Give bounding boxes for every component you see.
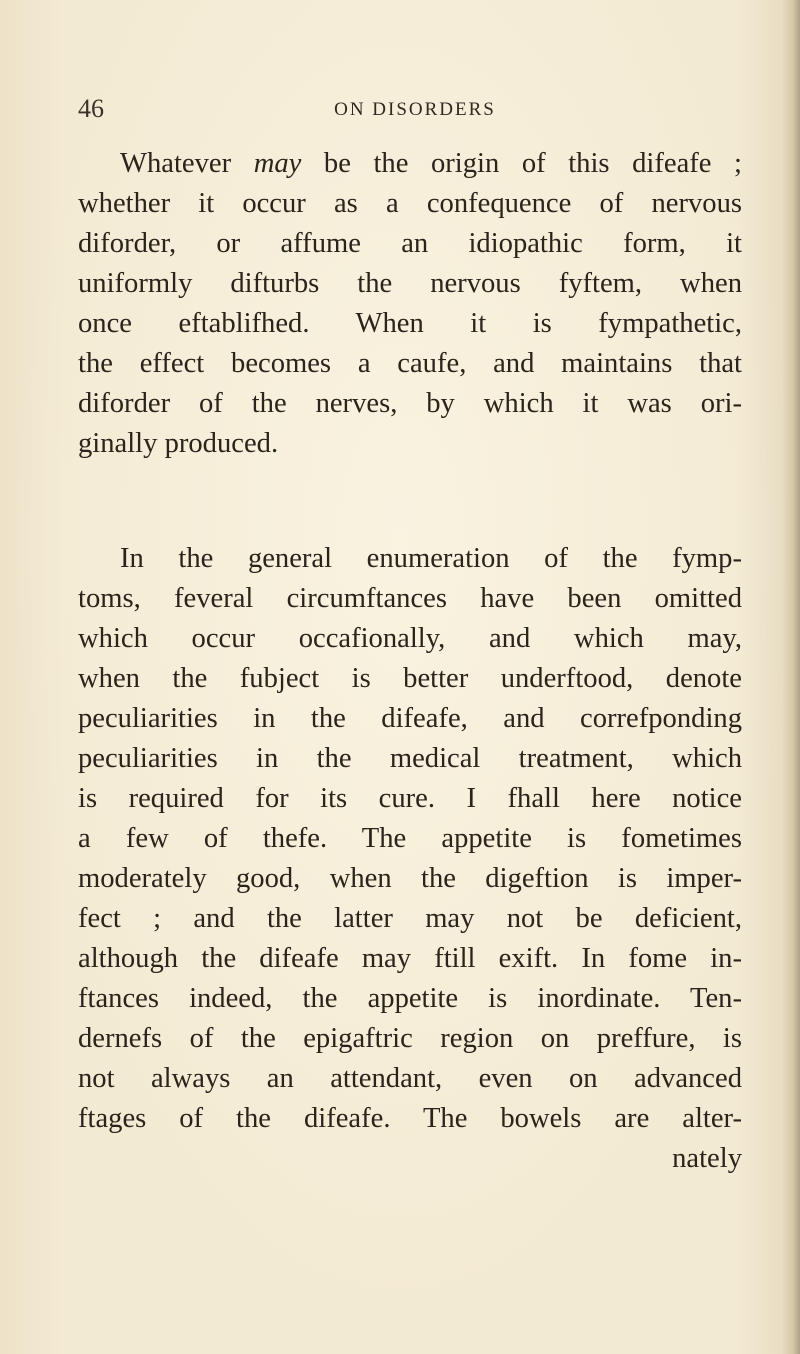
text-line: diforder, or affume an idiopathic form, it (78, 228, 742, 259)
text-segment: be the origin of this difeafe ; (301, 148, 742, 179)
text-line: although the difeafe may ftill exift. In fome in- (78, 943, 742, 974)
text-line: ftances indeed, the appetite is inordinate. Ten- (78, 983, 742, 1014)
text-line: a few of thefe. The appetite is fometimes (78, 823, 742, 854)
text-line: ginally produced. (78, 428, 279, 459)
italic-word: may (253, 148, 302, 179)
text-line (78, 144, 742, 184)
text-line: once eftablifhed. When it is fympathetic, (78, 308, 742, 339)
text-line-catchword: nately (672, 1143, 742, 1174)
text-line: whether it occur as a confequence of nervous (78, 188, 742, 219)
text-line: diforder of the nerves, by which it was ori- (78, 388, 742, 419)
paragraph-1 (78, 144, 742, 464)
text-line: peculiarities in the medical treatment, which (78, 743, 742, 774)
page-header (0, 94, 800, 124)
text-line: the effect becomes a caufe, and maintains that (78, 348, 742, 379)
text-line: moderately good, when the digeftion is imper- (78, 863, 742, 894)
text-line: not always an attendant, even on advanced (78, 1063, 742, 1094)
text-line: dernefs of the epigaftric region on preffure, is (78, 1023, 742, 1054)
text-line: fect ; and the latter may not be deficient, (78, 903, 742, 934)
text-line: ftages of the difeafe. The bowels are alter- (78, 1103, 742, 1134)
text-segment: Whatever (120, 148, 254, 179)
text-line: toms, feveral circumftances have been omitted (78, 583, 742, 614)
text-line: is required for its cure. I fhall here notice (78, 783, 742, 814)
page-number: 46 (78, 94, 104, 123)
text-line: when the fubject is better underftood, denote (78, 663, 742, 694)
text-line: peculiarities in the difeafe, and correfponding (78, 703, 742, 734)
text-line: In the general enumeration of the fymp- (120, 543, 742, 574)
page-edge-shadow (782, 0, 800, 1354)
text-line: which occur occafionally, and which may, (78, 623, 742, 654)
paragraph-2 (78, 539, 742, 1179)
running-head: ON DISORDERS (334, 99, 496, 120)
text-line: uniformly difturbs the nervous fyftem, when (78, 268, 742, 299)
